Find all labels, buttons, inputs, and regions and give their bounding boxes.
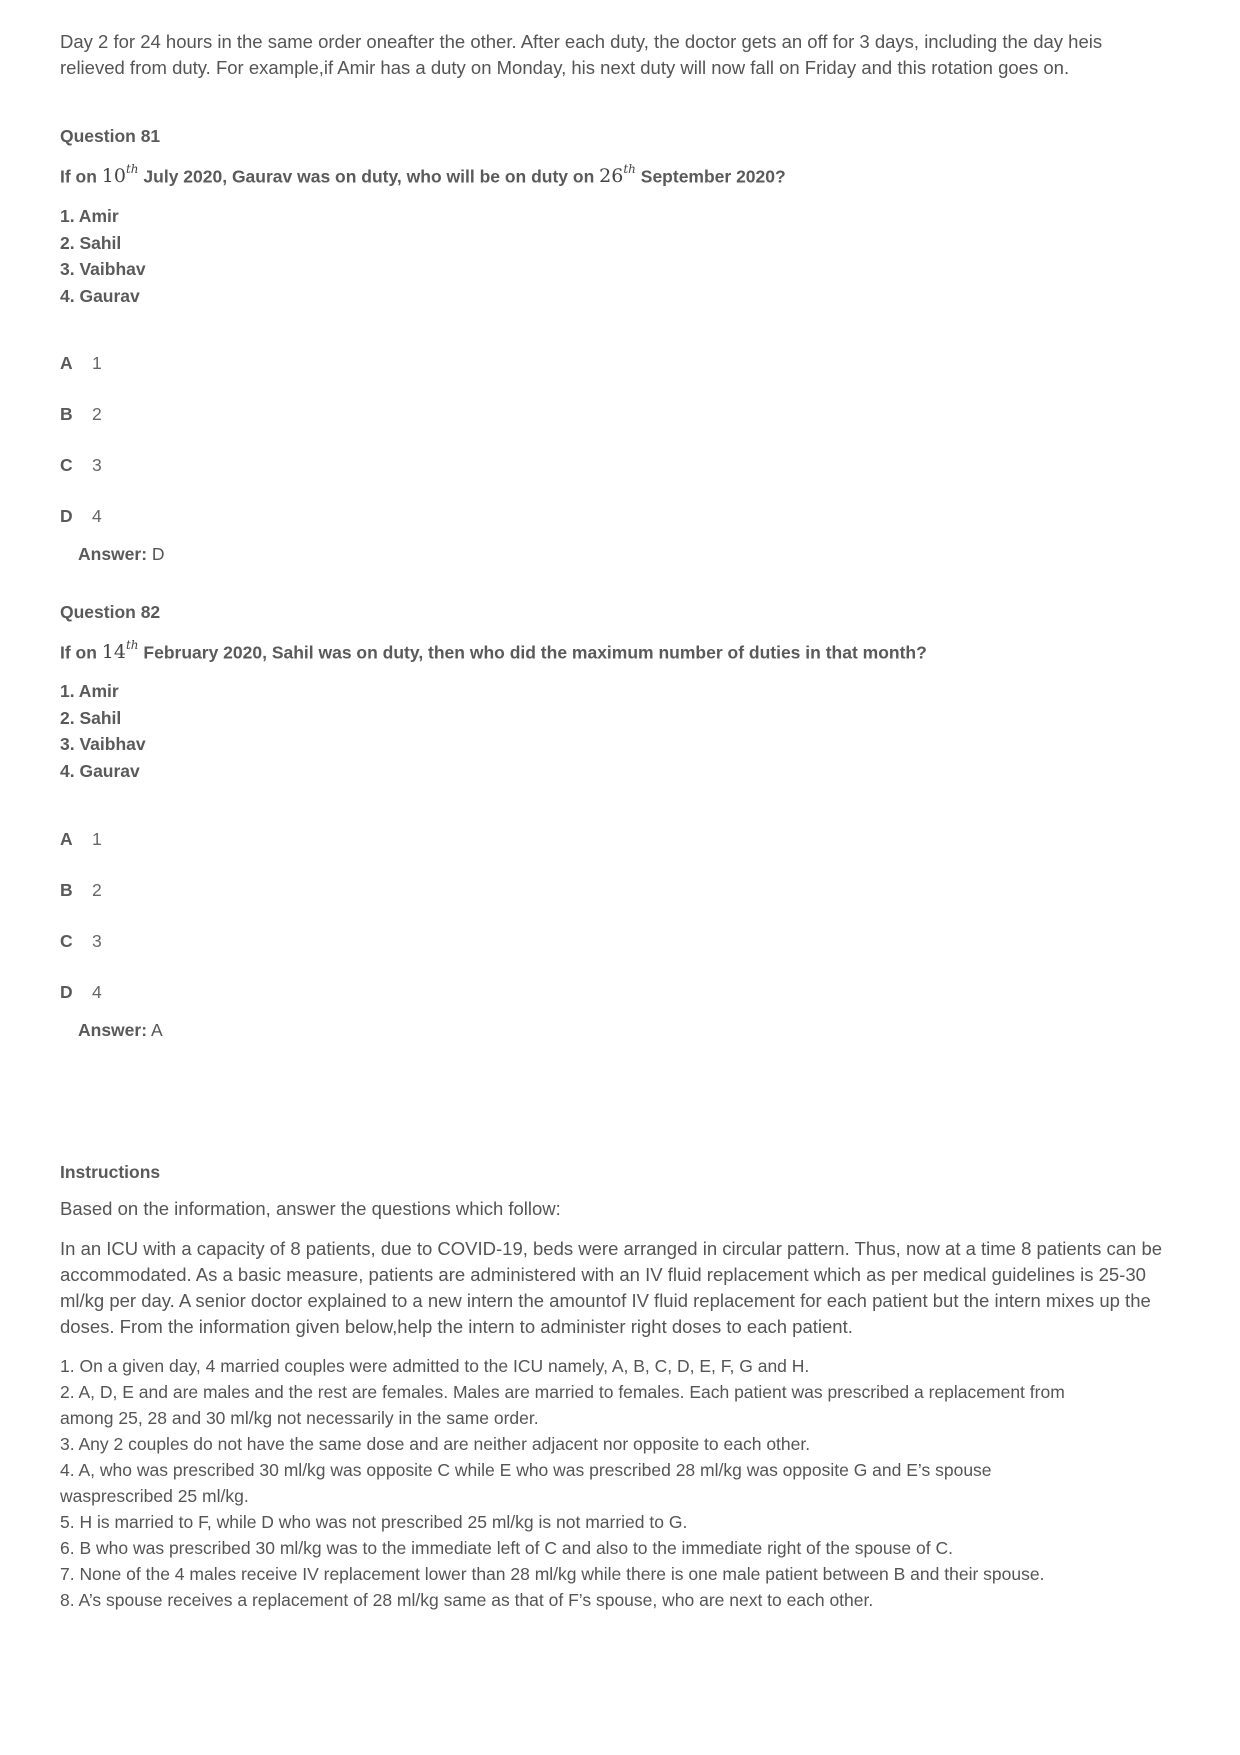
list-item: 2. Sahil (60, 232, 122, 253)
question-81-heading: Question 81 (60, 126, 161, 146)
option-letter: B (60, 404, 73, 424)
list-item: 1. Amir (60, 681, 119, 701)
list-item: 3. Vaibhav (60, 259, 146, 279)
paragraph-line: ml/kg per day. A senior doctor explained to a new intern the amountof IV fluid replacement for each patient but the intern mixes up the (60, 1290, 1151, 1311)
intro-paragraph (60, 29, 1102, 81)
rule-line: 3. Any 2 couples do not have the same dose and are neither adjacent nor opposite to each other. (60, 1434, 811, 1454)
option-letter: C (60, 455, 73, 475)
math-date: 14th (101, 638, 139, 664)
rule-line: 7. None of the 4 males receive IV replacement lower than 28 ml/kg while there is one male patient between B and their spouse. (60, 1564, 1045, 1584)
option-letter: D (60, 506, 73, 526)
option-c[interactable] (60, 455, 102, 476)
math-date: 10th (101, 162, 139, 188)
option-letter: A (60, 353, 73, 373)
answer-82 (78, 1020, 163, 1041)
answer-label: Answer: (78, 544, 148, 564)
option-letter: A (60, 829, 73, 849)
option-letter: C (60, 931, 73, 951)
rule-line: among 25, 28 and 30 ml/kg not necessarily in the same order. (60, 1408, 539, 1428)
rules-list (60, 1353, 1065, 1613)
rule-line: 2. A, D, E and are males and the rest are females. Males are married to females. Each patient was prescribed a replacement from (60, 1382, 1065, 1402)
paragraph-line: doses. From the information given below,help the intern to administer right doses to each patient. (60, 1316, 853, 1337)
option-value: 4 (92, 506, 102, 526)
list-item: 3. Vaibhav (60, 734, 146, 754)
instructions-paragraph (60, 1236, 1162, 1340)
rule-line: 5. H is married to F, while D who was not prescribed 25 ml/kg is not married to G. (60, 1512, 688, 1532)
option-letter: B (60, 880, 73, 900)
answer-value: A (150, 1020, 163, 1040)
math-date: 26th (599, 162, 636, 188)
option-value: 4 (92, 982, 102, 1002)
question-82-list (60, 678, 146, 784)
question-81-text (60, 164, 786, 187)
option-value: 3 (92, 455, 102, 475)
rule-line: 1. On a given day, 4 married couples were admitted to the ICU namely, A, B, C, D, E, F, G and H. (60, 1356, 810, 1376)
list-item: 2. Sahil (60, 707, 122, 728)
option-b[interactable] (60, 880, 102, 901)
list-item: 4. Gaurav (60, 760, 140, 781)
rule-line: 4. A, who was prescribed 30 ml/kg was opposite C while E who was prescribed 28 ml/kg was opposite G and E’s spouse (60, 1460, 992, 1480)
option-b[interactable] (60, 404, 102, 425)
option-a[interactable] (60, 353, 102, 374)
intro-line: relieved from duty. For example,if Amir has a duty on Monday, his next duty will now fall on Friday and this rotation goes on. (60, 57, 1070, 78)
instructions-heading: Instructions (60, 1162, 161, 1182)
rule-line: 8. A’s spouse receives a replacement of 28 ml/kg same as that of F’s spouse, who are next to each other. (60, 1590, 874, 1610)
option-value: 2 (92, 880, 102, 900)
rule-line: wasprescribed 25 ml/kg. (60, 1486, 249, 1506)
answer-label: Answer: (78, 1020, 148, 1040)
question-text-part: If on (60, 166, 102, 187)
option-a[interactable] (60, 829, 102, 850)
option-letter: D (60, 982, 73, 1002)
question-81-list (60, 203, 146, 309)
question-82-text (60, 640, 927, 663)
question-82-heading: Question 82 (60, 602, 161, 622)
paragraph-line: accommodated. As a basic measure, patients are administered with an IV fluid replacement which as per medical guidelines is 25-30 (60, 1264, 1146, 1285)
option-value: 3 (92, 931, 102, 951)
option-value: 1 (92, 829, 102, 849)
option-c[interactable] (60, 931, 102, 952)
question-text-part: February 2020, Sahil was on duty, then who did the maximum number of duties in that month? (138, 642, 927, 663)
answer-81 (78, 544, 165, 565)
rule-line: 6. B who was prescribed 30 ml/kg was to the immediate left of C and also to the immediate right of the spouse of C. (60, 1538, 953, 1558)
option-value: 2 (92, 404, 102, 424)
question-text-part: If on (60, 642, 102, 663)
option-value: 1 (92, 353, 102, 373)
instructions-lead: Based on the information, answer the questions which follow: (60, 1198, 561, 1219)
question-text-part: September 2020? (635, 166, 786, 187)
answer-value: D (151, 544, 165, 564)
option-d[interactable] (60, 982, 102, 1003)
paragraph-line: In an ICU with a capacity of 8 patients, due to COVID-19, beds were arranged in circular pattern. Thus, now at a time 8 patients can be (60, 1238, 1163, 1259)
list-item: 1. Amir (60, 206, 119, 226)
intro-line: Day 2 for 24 hours in the same order oneafter the other. After each duty, the doctor gets an off for 3 days, including the day heis (60, 31, 1103, 52)
list-item: 4. Gaurav (60, 285, 140, 306)
option-d[interactable] (60, 506, 102, 527)
question-text-part: July 2020, Gaurav was on duty, who will be on duty on (138, 166, 600, 187)
